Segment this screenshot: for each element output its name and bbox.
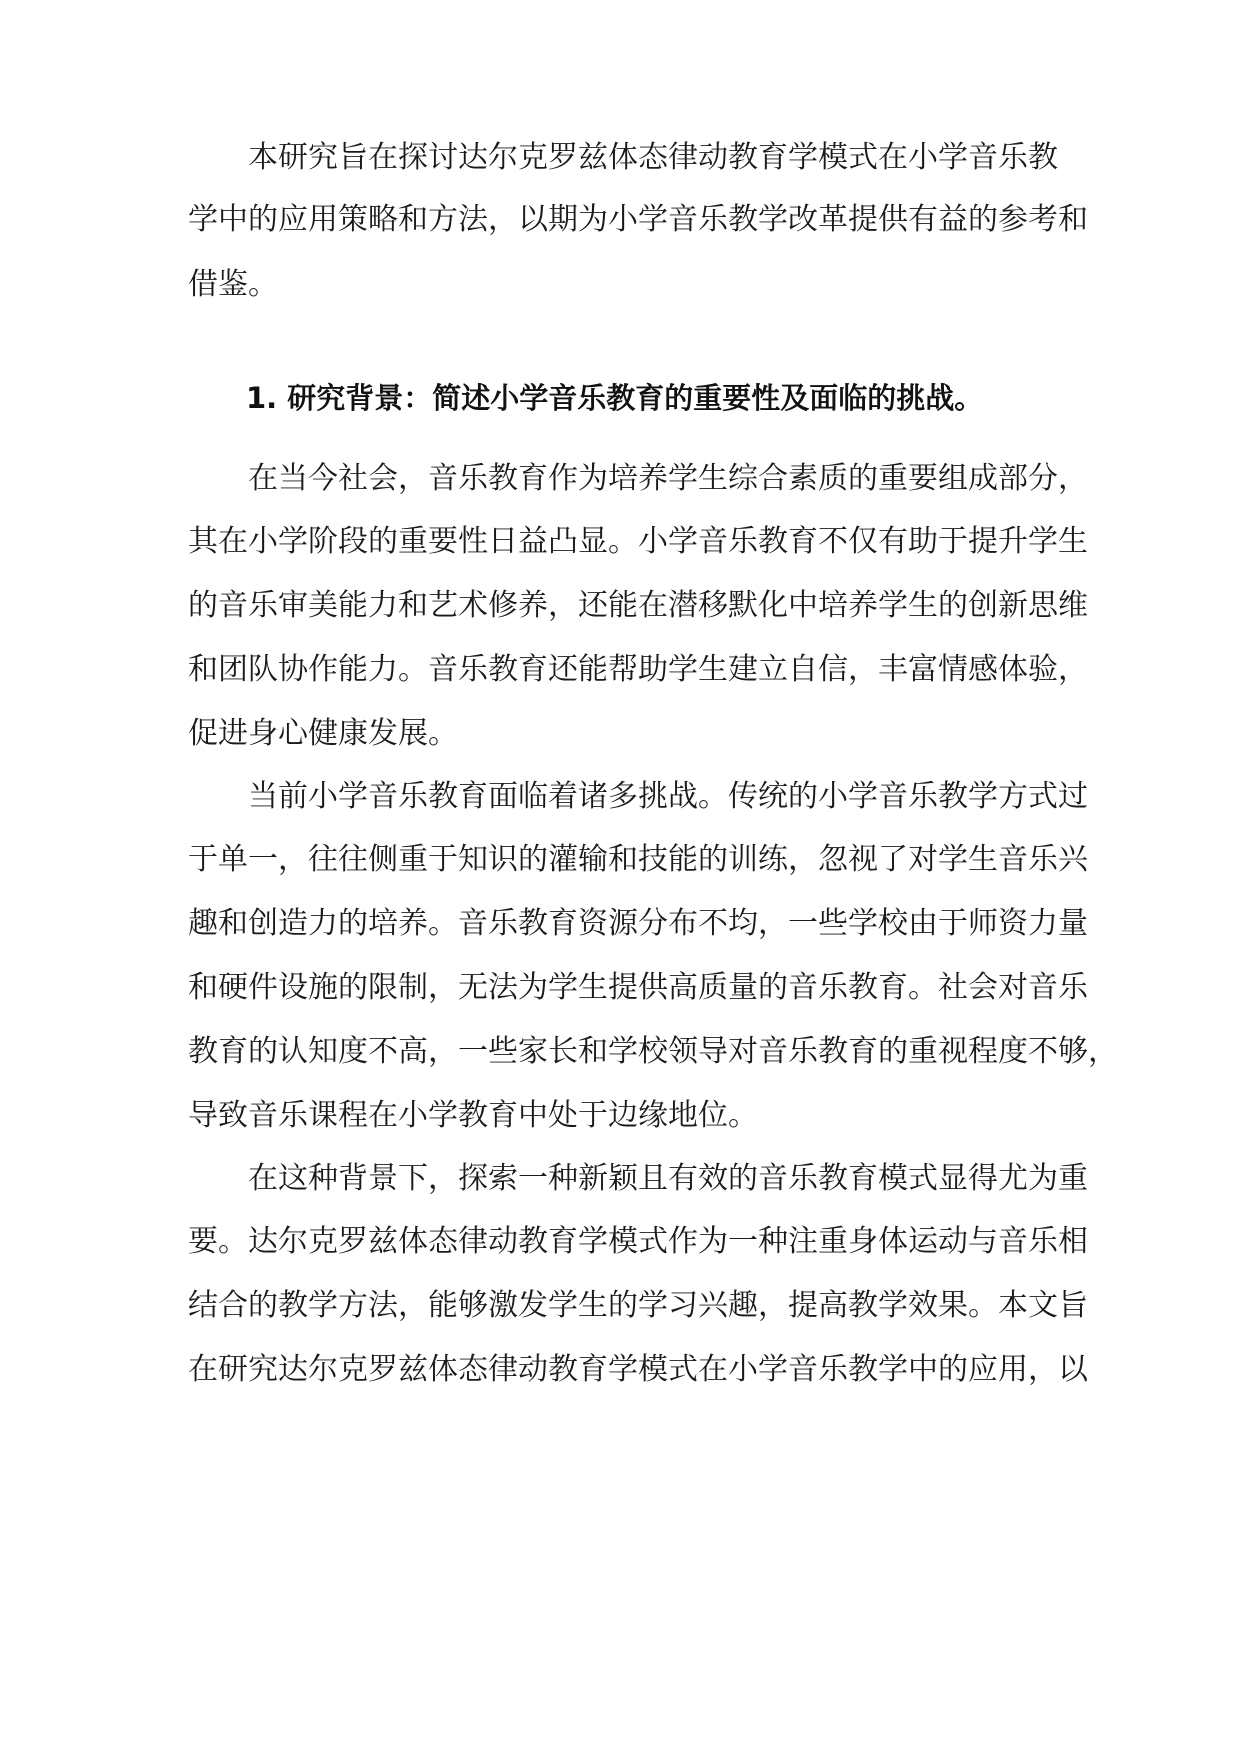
intro-line-3: 借鉴。 xyxy=(188,267,278,302)
p1-line-3: 的音乐审美能力和艺术修养，还能在潜移默化中培养学生的创新思维 xyxy=(188,588,1088,623)
p1-line-2: 其在小学阶段的重要性日益凸显。小学音乐教育不仅有助于提升学生 xyxy=(188,524,1088,559)
p2-line-5: 教育的认知度不高，一些家长和学校领导对音乐教育的重视程度不够， xyxy=(188,1034,1118,1069)
p3-line-4: 在研究达尔克罗兹体态律动教育学模式在小学音乐教学中的应用，以 xyxy=(188,1352,1088,1387)
intro-line-1: 本研究旨在探讨达尔克罗兹体态律动教育学模式在小学音乐教 xyxy=(248,140,1058,175)
intro-line-2: 学中的应用策略和方法，以期为小学音乐教学改革提供有益的参考和 xyxy=(188,202,1088,237)
p3-line-2: 要。达尔克罗兹体态律动教育学模式作为一种注重身体运动与音乐相 xyxy=(188,1224,1088,1259)
p1-line-4: 和团队协作能力。音乐教育还能帮助学生建立自信，丰富情感体验， xyxy=(188,652,1088,687)
p3-line-1: 在这种背景下，探索一种新颖且有效的音乐教育模式显得尤为重 xyxy=(248,1161,1088,1196)
p1-line-5: 促进身心健康发展。 xyxy=(188,716,458,751)
p1-line-1: 在当今社会，音乐教育作为培养学生综合素质的重要组成部分， xyxy=(248,461,1088,496)
p2-line-3: 趣和创造力的培养。音乐教育资源分布不均，一些学校由于师资力量 xyxy=(188,906,1088,941)
p3-line-3: 结合的教学方法，能够激发学生的学习兴趣，提高教学效果。本文旨 xyxy=(188,1288,1088,1323)
section-heading: 1. 研究背景：简述小学音乐教育的重要性及面临的挑战。 xyxy=(246,381,984,415)
p2-line-6: 导致音乐课程在小学教育中处于边缘地位。 xyxy=(188,1098,758,1133)
p2-line-4: 和硬件设施的限制，无法为学生提供高质量的音乐教育。社会对音乐 xyxy=(188,970,1088,1005)
p2-line-2: 于单一，往往侧重于知识的灌输和技能的训练，忽视了对学生音乐兴 xyxy=(188,842,1088,877)
p2-line-1: 当前小学音乐教育面临着诸多挑战。传统的小学音乐教学方式过 xyxy=(248,779,1088,814)
